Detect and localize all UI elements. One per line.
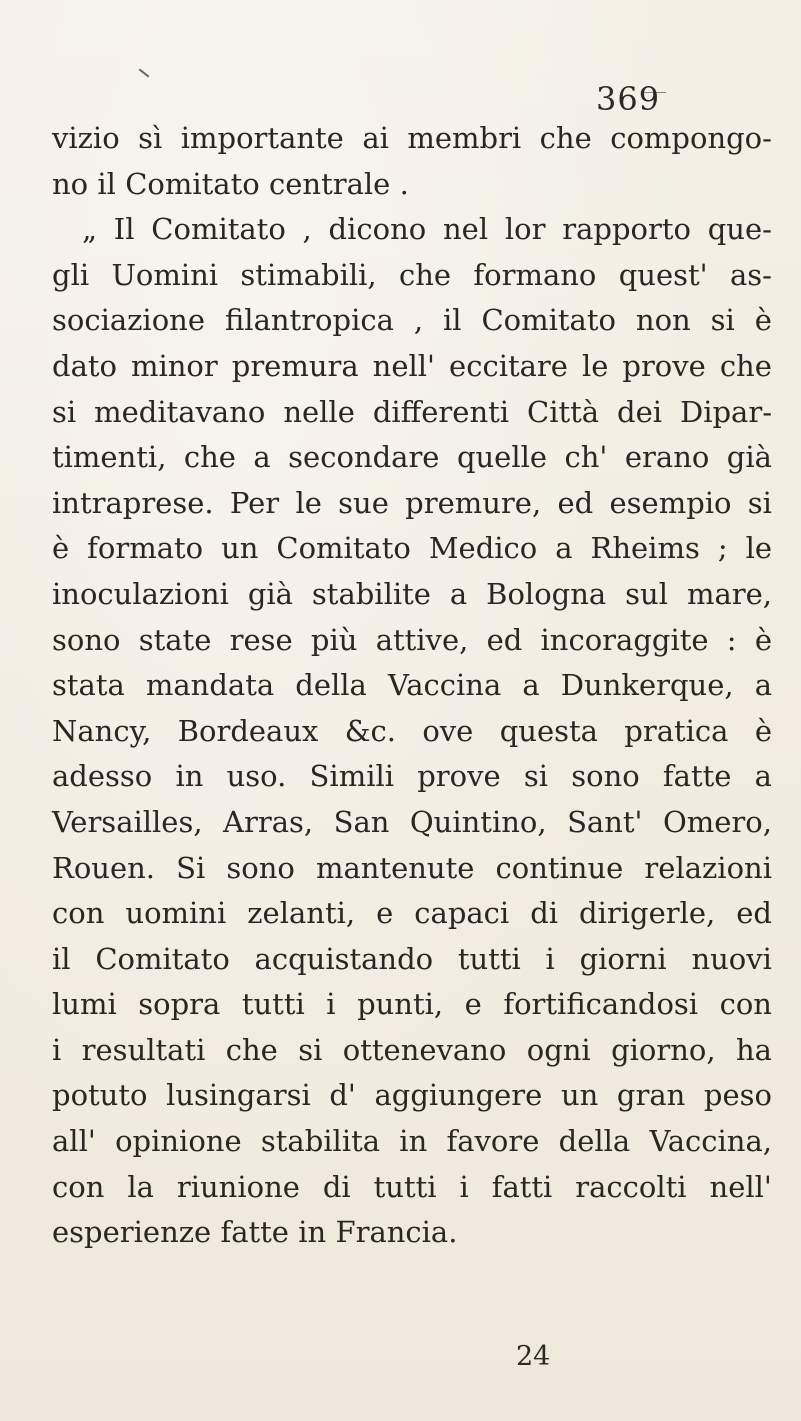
text-line — [52, 937, 772, 983]
word: i — [52, 1032, 62, 1067]
word: Medico — [428, 531, 538, 566]
word: Comitato — [125, 166, 260, 201]
word: i — [545, 941, 555, 976]
word: Nancy, — [52, 713, 152, 748]
text-line — [52, 846, 772, 892]
word: già — [247, 576, 293, 611]
word: importante — [180, 121, 344, 155]
page-number: 369 — [596, 80, 661, 118]
text-line — [52, 709, 772, 755]
word: timenti, — [52, 440, 167, 475]
text-line — [52, 618, 772, 664]
word: as- — [729, 257, 772, 292]
word: i — [326, 987, 336, 1022]
word: acquistando — [254, 941, 434, 976]
word: Uomini — [111, 257, 219, 292]
word: vizio — [52, 121, 120, 155]
word: si — [298, 1032, 323, 1067]
word: che — [719, 348, 772, 383]
word: ogni — [526, 1032, 591, 1067]
word: ha — [736, 1032, 772, 1067]
word: esempio — [609, 485, 732, 520]
word: ed — [736, 896, 772, 931]
word: stimabili, — [240, 257, 377, 292]
word: mandata — [145, 668, 275, 703]
word: continue — [495, 850, 624, 885]
word: quest' — [618, 257, 708, 292]
word: compongo- — [610, 121, 772, 155]
text-line — [52, 390, 772, 436]
word: fatte — [220, 1215, 289, 1250]
word: dirigerle, — [579, 896, 716, 931]
word: differenti — [372, 394, 510, 429]
word: prove — [417, 759, 501, 794]
word: ove — [422, 713, 474, 748]
word: la — [127, 1169, 154, 1204]
word: Si — [176, 850, 206, 885]
word: tutti — [241, 987, 305, 1022]
word: minor — [130, 348, 218, 383]
word: di — [530, 896, 559, 931]
word: tutti — [457, 941, 521, 976]
text-line — [52, 572, 772, 618]
word: della — [295, 668, 367, 703]
word: e — [464, 987, 482, 1022]
word: relazioni — [644, 850, 772, 885]
word: . — [399, 166, 409, 201]
word: che — [398, 257, 452, 292]
word: erano — [624, 440, 710, 475]
word: : — [726, 622, 737, 657]
word: più — [310, 622, 358, 657]
word: intraprese. — [52, 485, 214, 520]
word: tutti — [373, 1169, 437, 1204]
word: Per — [229, 485, 280, 520]
text-line — [52, 116, 772, 162]
word: sopra — [138, 987, 221, 1022]
word: adesso — [52, 759, 153, 794]
word: Comitato — [95, 941, 230, 976]
text-line — [52, 435, 772, 481]
word: esperienze — [52, 1215, 212, 1250]
text-line — [52, 1119, 772, 1165]
word: che — [183, 440, 236, 475]
word: si — [710, 303, 735, 338]
word: lor — [504, 212, 546, 247]
word: „ — [82, 212, 98, 247]
word: Omero, — [663, 804, 772, 839]
word: dato — [52, 348, 117, 383]
word: Francia. — [335, 1215, 458, 1250]
word: nell' — [372, 348, 436, 383]
word: nelle — [283, 394, 355, 429]
word: Quintino, — [409, 804, 547, 839]
word: ai — [362, 121, 389, 155]
word: sono — [52, 622, 121, 657]
word: centrale — [268, 166, 391, 201]
word: gli — [52, 257, 90, 292]
word: si — [523, 759, 549, 794]
word: di — [322, 1169, 351, 1204]
word: lumi — [52, 987, 117, 1022]
word: meditavano — [94, 394, 266, 429]
word: formato — [87, 531, 204, 566]
text-line — [52, 1073, 772, 1119]
word: sociazione — [52, 303, 206, 338]
word: opinione — [115, 1124, 242, 1159]
word: filantropica — [224, 303, 394, 338]
word: ottenevano — [342, 1032, 507, 1067]
word: Vaccina, — [649, 1124, 772, 1159]
word: rapporto — [562, 212, 691, 247]
word: a — [754, 668, 772, 703]
text-line — [52, 481, 772, 527]
word: ed — [557, 485, 594, 520]
word: Comitato — [481, 303, 616, 338]
word: no — [52, 166, 89, 201]
word: sul — [625, 576, 668, 611]
word: i — [459, 1169, 469, 1204]
word: il — [442, 303, 462, 338]
word: membri — [407, 121, 522, 155]
text-line — [52, 344, 772, 390]
word: uso. — [226, 759, 287, 794]
word: rese — [229, 622, 293, 657]
word: sono — [226, 850, 295, 885]
word: ; — [717, 531, 728, 566]
word: secondare — [288, 440, 440, 475]
word: inoculazioni — [52, 576, 229, 611]
word: dicono — [328, 212, 427, 247]
word: quelle — [456, 440, 548, 475]
word: sono — [571, 759, 640, 794]
word: a — [522, 668, 540, 703]
word: con — [52, 1169, 105, 1204]
word: sì — [138, 121, 163, 155]
word: peso — [703, 1078, 772, 1113]
word: mantenute — [315, 850, 475, 885]
word: favore — [446, 1124, 540, 1159]
word: premura — [231, 348, 359, 383]
word: nel — [442, 212, 489, 247]
word: Il — [113, 212, 135, 247]
word: potuto — [52, 1078, 148, 1113]
word: si — [52, 394, 77, 429]
text-line — [52, 754, 772, 800]
word: nuovi — [691, 941, 772, 976]
word: , — [413, 303, 424, 338]
text-line — [52, 526, 772, 572]
word: che — [539, 121, 592, 155]
word: sue — [338, 485, 389, 520]
word: è — [754, 622, 772, 657]
word: fatte — [662, 759, 732, 794]
word: a — [449, 576, 468, 611]
word: a — [754, 759, 772, 794]
word: della — [558, 1124, 631, 1159]
word: un — [560, 1078, 599, 1113]
text-line — [52, 162, 772, 208]
word: giorni — [579, 941, 667, 976]
word: capaci — [414, 896, 510, 931]
text-line — [52, 207, 772, 253]
word: uomini — [125, 896, 227, 931]
word: Vaccina — [387, 668, 502, 703]
word: Simili — [309, 759, 395, 794]
word: fortificandosi — [503, 987, 699, 1022]
word: Sant' — [567, 804, 643, 839]
word: con — [52, 896, 105, 931]
word: que- — [707, 212, 772, 247]
word: mare, — [686, 576, 772, 611]
word: si — [747, 485, 772, 520]
word: attive, — [375, 622, 469, 657]
word: non — [635, 303, 691, 338]
word: resultati — [81, 1032, 206, 1067]
word: il — [52, 941, 71, 976]
word: le — [745, 531, 772, 566]
word: Arras, — [223, 804, 314, 839]
word: all' — [52, 1124, 96, 1159]
word: Rheims — [590, 531, 700, 566]
word: premure, — [405, 485, 542, 520]
text-line — [52, 1210, 772, 1256]
word: a — [253, 440, 271, 475]
word: le — [581, 348, 609, 383]
word: aggiungere — [374, 1078, 543, 1113]
body-text — [52, 116, 772, 1256]
word: riunione — [176, 1169, 300, 1204]
word: ch' — [564, 440, 608, 475]
text-line — [52, 663, 772, 709]
word: ed — [486, 622, 523, 657]
word: nell' — [709, 1169, 772, 1204]
word: fatti — [491, 1169, 553, 1204]
word: che — [225, 1032, 278, 1067]
text-line — [52, 1028, 772, 1074]
word: dei — [617, 394, 663, 429]
word: raccolti — [575, 1169, 687, 1204]
word: già — [726, 440, 772, 475]
word: gran — [616, 1078, 686, 1113]
word: in — [399, 1124, 428, 1159]
word: Versailles, — [52, 804, 203, 839]
text-line — [52, 982, 772, 1028]
word: stata — [52, 668, 125, 703]
word: le — [295, 485, 322, 520]
word: , — [302, 212, 312, 247]
word: lusingarsi — [166, 1078, 311, 1113]
word: Città — [527, 394, 600, 429]
word: questa — [499, 713, 598, 748]
word: incoraggite — [540, 622, 709, 657]
word: stabilite — [311, 576, 431, 611]
word: Bologna — [486, 576, 607, 611]
word: Dipar- — [679, 394, 772, 429]
word: in — [298, 1215, 327, 1250]
word: in — [175, 759, 204, 794]
text-line — [52, 298, 772, 344]
word: &c. — [344, 713, 396, 748]
word: pratica — [624, 713, 729, 748]
word: Dunkerque, — [560, 668, 734, 703]
word: state — [138, 622, 212, 657]
word: Rouen. — [52, 850, 156, 885]
word: zelanti, — [247, 896, 356, 931]
word: il — [97, 166, 116, 201]
word: d' — [329, 1078, 356, 1113]
word: e — [376, 896, 394, 931]
word: con — [719, 987, 772, 1022]
word: Comitato — [151, 212, 286, 247]
word: è — [52, 531, 70, 566]
ink-mark — [139, 69, 150, 78]
word: Comitato — [276, 531, 411, 566]
word: un — [221, 531, 259, 566]
word: San — [333, 804, 390, 839]
word: prove — [622, 348, 706, 383]
word: è — [754, 713, 772, 748]
text-line — [52, 800, 772, 846]
text-line — [52, 253, 772, 299]
text-line — [52, 891, 772, 937]
word: stabilita — [260, 1124, 381, 1159]
word: è — [754, 303, 772, 338]
word: giorno, — [611, 1032, 716, 1067]
word: eccitare — [449, 348, 568, 383]
text-line — [52, 1165, 772, 1211]
word: punti, — [357, 987, 444, 1022]
word: formano — [473, 257, 597, 292]
signature-mark: 24 — [516, 1341, 551, 1372]
word: a — [555, 531, 573, 566]
word: Bordeaux — [177, 713, 319, 748]
